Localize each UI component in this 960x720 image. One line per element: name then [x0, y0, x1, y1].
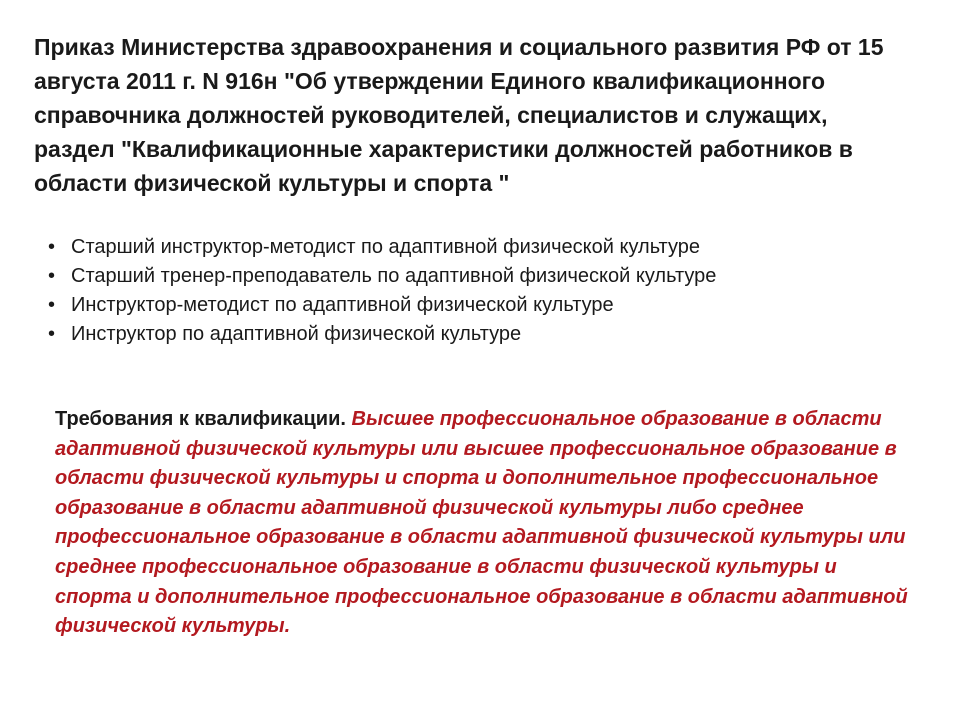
list-item-text: Старший инструктор-методист по адаптивной физической культуре [71, 236, 700, 258]
list-item-text: Инструктор по адаптивной физической культуре [71, 323, 522, 345]
bullet-icon: • [48, 265, 56, 287]
list-item-text: Старший тренер-преподаватель по адаптивной физической культуре [71, 265, 717, 287]
position-list [46, 233, 906, 349]
list-item [46, 291, 906, 320]
slide-title: Приказ Министерства здравоохранения и социального развития РФ от 15 августа 2011 г. N 916н "Об утверждении Единого квалификационного справочника должностей руководителей, специалистов и служащих, раздел "Квалификационные характеристики должностей работников в области физической культуры и спорта " [34, 34, 884, 196]
bullet-icon: • [48, 294, 56, 316]
qualification-requirements [55, 405, 915, 642]
list-item [46, 233, 906, 262]
requirements-text: Высшее профессиональное образование в области адаптивной физической культуры или высшее профессиональное образование в области физической культуры и спорта и дополнительное профессиональное образование в области адаптивной физической культуры либо среднее профессиональное образование в области адаптивной физической культуры или среднее профессиональное образование в области физической культуры и спорта и дополнительное профессиональное образование в области адаптивной физической культуры. [55, 408, 908, 638]
list-item-text: Инструктор-методист по адаптивной физической культуре [71, 294, 614, 316]
requirements-heading: Требования к квалификации. [55, 408, 346, 430]
bullet-icon: • [48, 236, 56, 258]
bullet-icon: • [48, 323, 56, 345]
list-item [46, 320, 906, 349]
list-item [46, 262, 906, 291]
